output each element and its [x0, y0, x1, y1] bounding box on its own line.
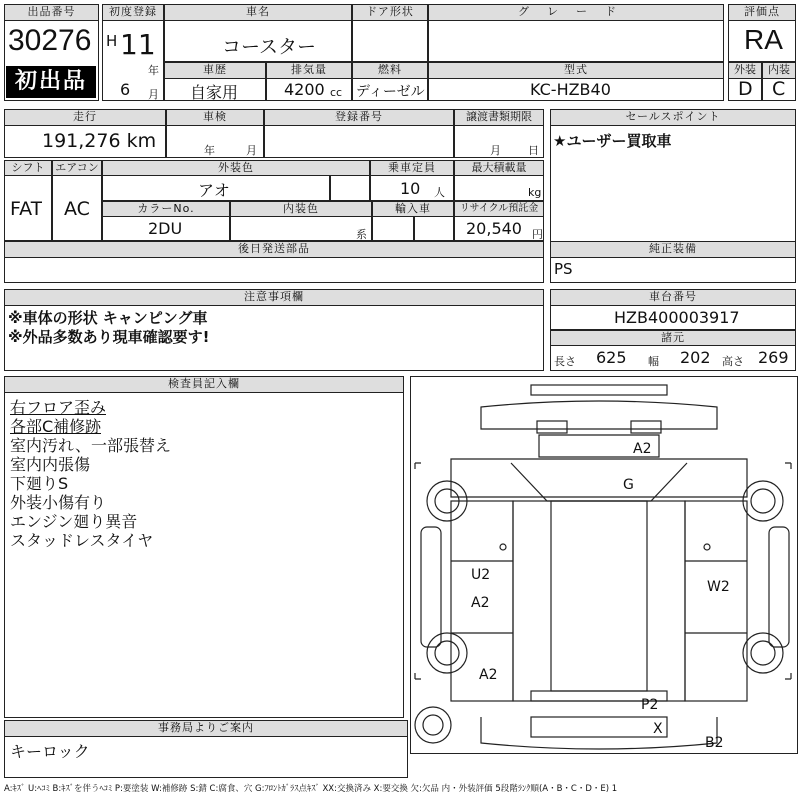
transfer-day-unit: 日	[528, 144, 539, 157]
ext-color: アオ	[198, 181, 230, 200]
vehicle-outline	[411, 377, 799, 755]
ext-score: D	[738, 78, 753, 100]
recycle-unit: 円	[532, 228, 543, 241]
capacity: 10	[400, 179, 421, 198]
model-label: 型式	[428, 62, 724, 79]
inspector-line: 室内汚れ、一部張替え	[10, 436, 171, 455]
first-listing-badge: 初出品	[6, 66, 96, 98]
grade-label: グレード	[428, 4, 724, 21]
selling-point-label: セールスポイント	[550, 109, 796, 126]
regno-label: 登録番号	[264, 109, 454, 126]
ac: AC	[64, 198, 90, 220]
capacity-unit: 人	[434, 186, 445, 199]
damage-mark: A2	[471, 595, 490, 611]
int-score: C	[772, 78, 786, 100]
displacement: 4200	[284, 80, 325, 99]
later-parts-box	[4, 257, 544, 283]
displacement-label: 排気量	[266, 62, 352, 79]
displacement-unit: cc	[330, 86, 343, 99]
length: 625	[596, 348, 627, 367]
genuine-label: 純正装備	[550, 241, 796, 258]
height: 269	[758, 348, 789, 367]
damage-mark: G	[623, 477, 634, 493]
int-color-suffix: 系	[356, 228, 367, 241]
inspection-year-unit: 年	[204, 144, 215, 157]
inspection-label: 車検	[166, 109, 264, 126]
score: RA	[744, 24, 783, 55]
damage-mark: A2	[479, 667, 498, 683]
import-box-2	[414, 216, 454, 241]
caution-line: ※車体の形状 キャンピング車	[8, 309, 208, 327]
car-name: コースター	[222, 36, 317, 58]
damage-mark: U2	[471, 567, 491, 583]
door-label: ドア形状	[352, 4, 428, 21]
office-label: 事務局よりご案内	[4, 720, 408, 737]
inspector-label: 検査員記入欄	[4, 376, 404, 393]
color-no-label: カラーNo.	[102, 201, 230, 217]
history-label: 車歴	[164, 62, 266, 79]
recycle: 20,540	[466, 219, 522, 238]
caution-line: ※外品多数あり現車確認要す!	[8, 328, 210, 346]
ac-label: エアコン	[52, 160, 102, 176]
shift-label: シフト	[4, 160, 52, 176]
damage-mark: W2	[707, 579, 730, 595]
specs-label: 諸元	[550, 330, 796, 346]
legend: A:ｷｽﾞ U:ﾍｺﾐ B:ｷｽﾞを伴うﾍｺﾐ P:要塗装 W:補修跡 S:錆 C:腐食、穴 G:ﾌﾛﾝﾄｶﾞﾗｽ点ｷｽﾞ XX:交換済み X:要交換 欠:欠品 内・外装評価 5段階ﾗﾝｸ順(A・B・C・D・E) 1	[4, 784, 618, 794]
shift: FAT	[10, 198, 43, 220]
lot-number-label: 出品番号	[4, 4, 99, 21]
load-label: 最大積載量	[454, 160, 544, 176]
inspector-line: 外装小傷有り	[10, 493, 107, 512]
width-label: 幅	[648, 355, 659, 368]
reg-month-unit: 月	[148, 88, 159, 101]
later-parts-label: 後日発送部品	[4, 241, 544, 258]
chassis: HZB400003917	[614, 308, 740, 327]
int-score-label: 内装	[762, 62, 796, 79]
mileage: 191,276 km	[42, 130, 157, 152]
fuel-label: 燃料	[352, 62, 428, 79]
height-label: 高さ	[722, 355, 744, 368]
reg-year: 11	[120, 28, 156, 61]
caution-label: 注意事項欄	[4, 289, 544, 306]
inspector-line: 右フロア歪み	[10, 398, 107, 417]
era: H	[106, 32, 118, 50]
import-label: 輸入車	[372, 201, 454, 217]
car-name-label: 車名	[164, 4, 352, 21]
inspector-line: スタッドレスタイヤ	[10, 531, 154, 550]
inspector-line: 下廻りS	[10, 474, 69, 493]
width: 202	[680, 348, 711, 367]
damage-mark: X	[653, 721, 663, 737]
length-label: 長さ	[554, 355, 576, 368]
load-unit: kg	[528, 186, 542, 199]
inspector-line: エンジン廻り異音	[10, 512, 138, 531]
registration-label: 初度登録	[102, 4, 164, 21]
inspection-month-unit: 月	[246, 144, 257, 157]
damage-mark: A2	[633, 441, 652, 457]
reg-year-unit: 年	[148, 64, 159, 77]
mileage-label: 走行	[4, 109, 166, 126]
selling-point: ★ユーザー買取車	[553, 132, 672, 150]
genuine-box	[550, 257, 796, 283]
ext-score-label: 外装	[728, 62, 762, 79]
history: 自家用	[190, 83, 239, 102]
damage-mark: P2	[641, 697, 659, 713]
genuine: PS	[554, 260, 573, 278]
ext-color-extra-box	[330, 175, 370, 201]
damage-diagram	[410, 376, 798, 754]
capacity-label: 乗車定員	[370, 160, 454, 176]
damage-mark: B2	[705, 735, 724, 751]
inspector-line: 各部C補修跡	[10, 417, 102, 436]
ext-color-label: 外装色	[102, 160, 370, 176]
int-color-box	[230, 216, 372, 241]
model: KC-HZB40	[530, 80, 611, 99]
fuel: ディーゼル	[356, 84, 425, 100]
transfer-month-unit: 月	[490, 144, 501, 157]
office-text: キーロック	[10, 742, 90, 761]
recycle-label: リサイクル預託金	[454, 201, 544, 217]
score-label: 評価点	[728, 4, 796, 21]
chassis-label: 車台番号	[550, 289, 796, 306]
color-no: 2DU	[148, 219, 183, 238]
reg-month: 6	[120, 80, 131, 99]
regno-box	[264, 125, 454, 158]
transfer-label: 譲渡書類期限	[454, 109, 544, 126]
inspector-line: 室内内張傷	[10, 455, 91, 474]
int-color-label: 内装色	[230, 201, 372, 217]
import-box	[372, 216, 414, 241]
lot-number: 30276	[8, 24, 92, 57]
